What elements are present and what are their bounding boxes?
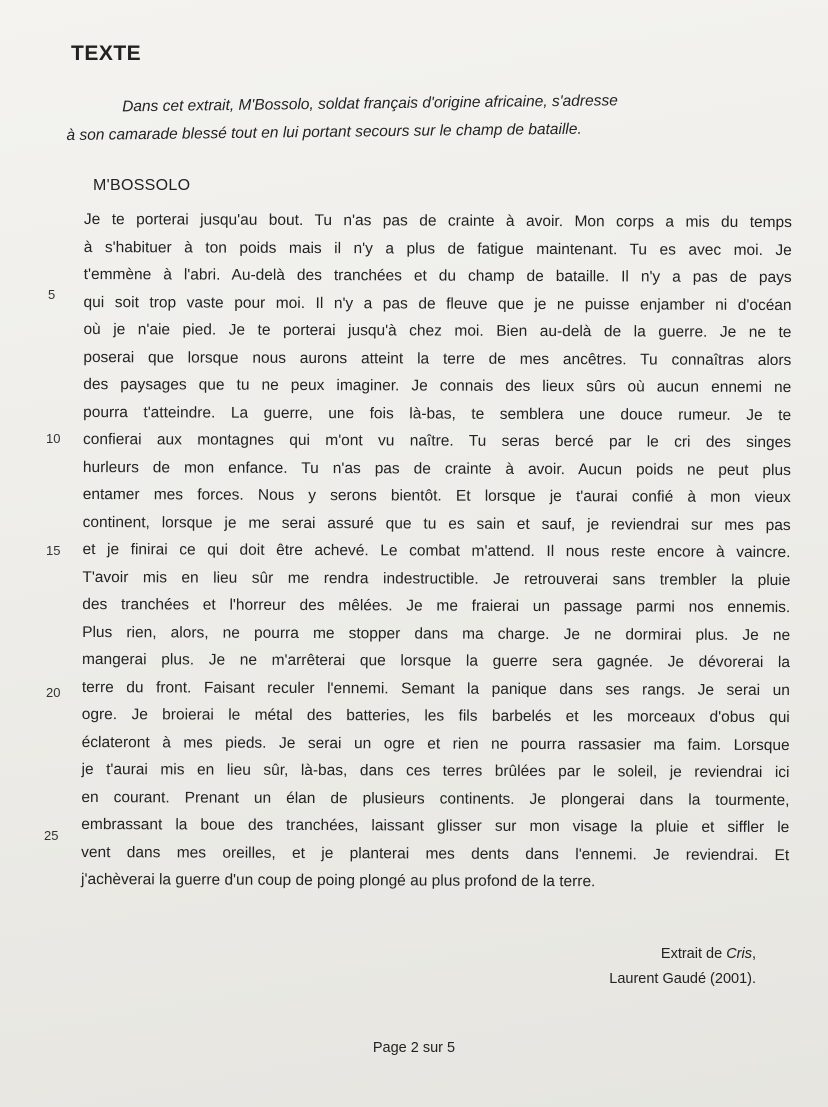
source-work-line bbox=[609, 942, 756, 967]
text-line: qui soit trop vaste pour moi. Il n'y a pas de fleuve que je ne puisse enjamber ni d'océan bbox=[83, 293, 792, 314]
text-line: pourra t'atteindre. La guerre, une fois là-bas, te semblera une douce rumeur. Je te bbox=[83, 403, 792, 424]
line-number: 25 bbox=[44, 828, 59, 843]
intro-line: Dans cet extrait, M'Bossolo, soldat français d'origine africaine, s'adresse bbox=[122, 92, 618, 116]
text-line: des tranchées et l'horreur des mêlées. Je me fraierai un passage parmi nos ennemis. bbox=[82, 595, 791, 617]
text-line: confierai aux montagnes qui m'ont vu naître. Tu seras bercé par le cri des singes bbox=[82, 430, 792, 452]
text-line: ogre. Je broierai le métal des batteries, les fils barbelés et les morceaux d'obus qui bbox=[81, 705, 790, 727]
text-line: où je n'aie pied. Je te porterai jusqu'à chez moi. Bien au-delà de la guerre. Je ne te bbox=[83, 320, 792, 342]
line-number: 15 bbox=[46, 543, 61, 558]
text-line: continent, lorsque je me serai assuré que tu es sain et sauf, je reviendrai sur mes pas bbox=[82, 513, 791, 534]
text-line: terre du front. Faisant reculer l'ennemi. Semant la panique dans ses rangs. Je serai un bbox=[81, 678, 790, 699]
text-line: Plus rien, alors, ne pourra me stopper dans ma charge. Je ne dormirai plus. Je ne bbox=[82, 623, 791, 644]
text-line: T'avoir mis en lieu sûr me rendra indestructible. Je retrouverai sans trembler la pluie bbox=[82, 568, 791, 589]
page-number: Page 2 sur 5 bbox=[372, 1040, 456, 1056]
text-line: t'emmène à l'abri. Au-delà des tranchées et du champ de bataille. Il n'y a pas de pays bbox=[83, 265, 792, 287]
source-citation bbox=[609, 942, 756, 992]
line-number: 20 bbox=[46, 685, 61, 700]
text-line: poserai que lorsque nous aurons atteint la terre de mes ancêtres. Tu connaîtras alors bbox=[83, 348, 792, 369]
text-line: hurleurs de mon enfance. Tu n'as pas de crainte à avoir. Aucun poids ne peut plus bbox=[82, 458, 791, 479]
text-line: vent dans mes oreilles, et je planterai mes dents dans l'ennemi. Je reviendrai. Et bbox=[81, 843, 790, 864]
text-line: et je finirai ce qui doit être achevé. Le combat m'attend. Il nous reste encore à vaincre. bbox=[82, 540, 791, 562]
intro-paragraph bbox=[66, 85, 767, 150]
source-work-title: Cris bbox=[726, 946, 752, 962]
line-number: 5 bbox=[48, 287, 56, 302]
line-number: 10 bbox=[46, 431, 61, 446]
intro-line: à son camarade blessé tout en lui portant secours sur le champ de bataille. bbox=[66, 120, 582, 144]
main-text bbox=[81, 206, 792, 897]
text-line: des paysages que tu ne peux imaginer. Je connais des lieux sûrs où aucun ennemi ne bbox=[83, 375, 792, 397]
text-line: je t'aurai mis en lieu sûr, là-bas, dans ces terres brûlées par le soleil, je reviendrai ici bbox=[81, 760, 790, 782]
text-line: en courant. Prenant un élan de plusieurs continents. Je plongerai dans la tourmente, bbox=[81, 788, 790, 809]
text-line: entamer mes forces. Nous y serons bientôt. Et lorsque je t'aurai confié à mon vieux bbox=[82, 485, 791, 507]
text-line: j'achèverai la guerre d'un coup de poing plongé au plus profond de la terre. bbox=[81, 870, 596, 891]
text-line: éclateront à mes pieds. Je serai un ogre et rien ne pourra rassasier ma faim. Lorsque bbox=[81, 733, 790, 754]
text-line: Je te porterai jusqu'au bout. Tu n'as pas de crainte à avoir. Mon corps a mis du temps bbox=[83, 210, 792, 232]
speaker-name: M'BOSSOLO bbox=[93, 177, 191, 194]
text-line: mangerai plus. Je ne m'arrêterai que lorsque la guerre sera gagnée. Je dévorerai la bbox=[81, 650, 791, 672]
source-author: Laurent Gaudé (2001). bbox=[609, 971, 756, 987]
section-heading: TEXTE bbox=[71, 42, 142, 65]
source-prefix: Extrait de bbox=[660, 946, 727, 962]
source-suffix: , bbox=[751, 946, 756, 962]
text-line: à s'habituer à ton poids mais il n'y a plus de fatigue maintenant. Tu es avec moi. Je bbox=[83, 238, 792, 259]
text-line: embrassant la boue des tranchées, laissant glisser sur mon visage la pluie et siffler le bbox=[81, 815, 790, 837]
